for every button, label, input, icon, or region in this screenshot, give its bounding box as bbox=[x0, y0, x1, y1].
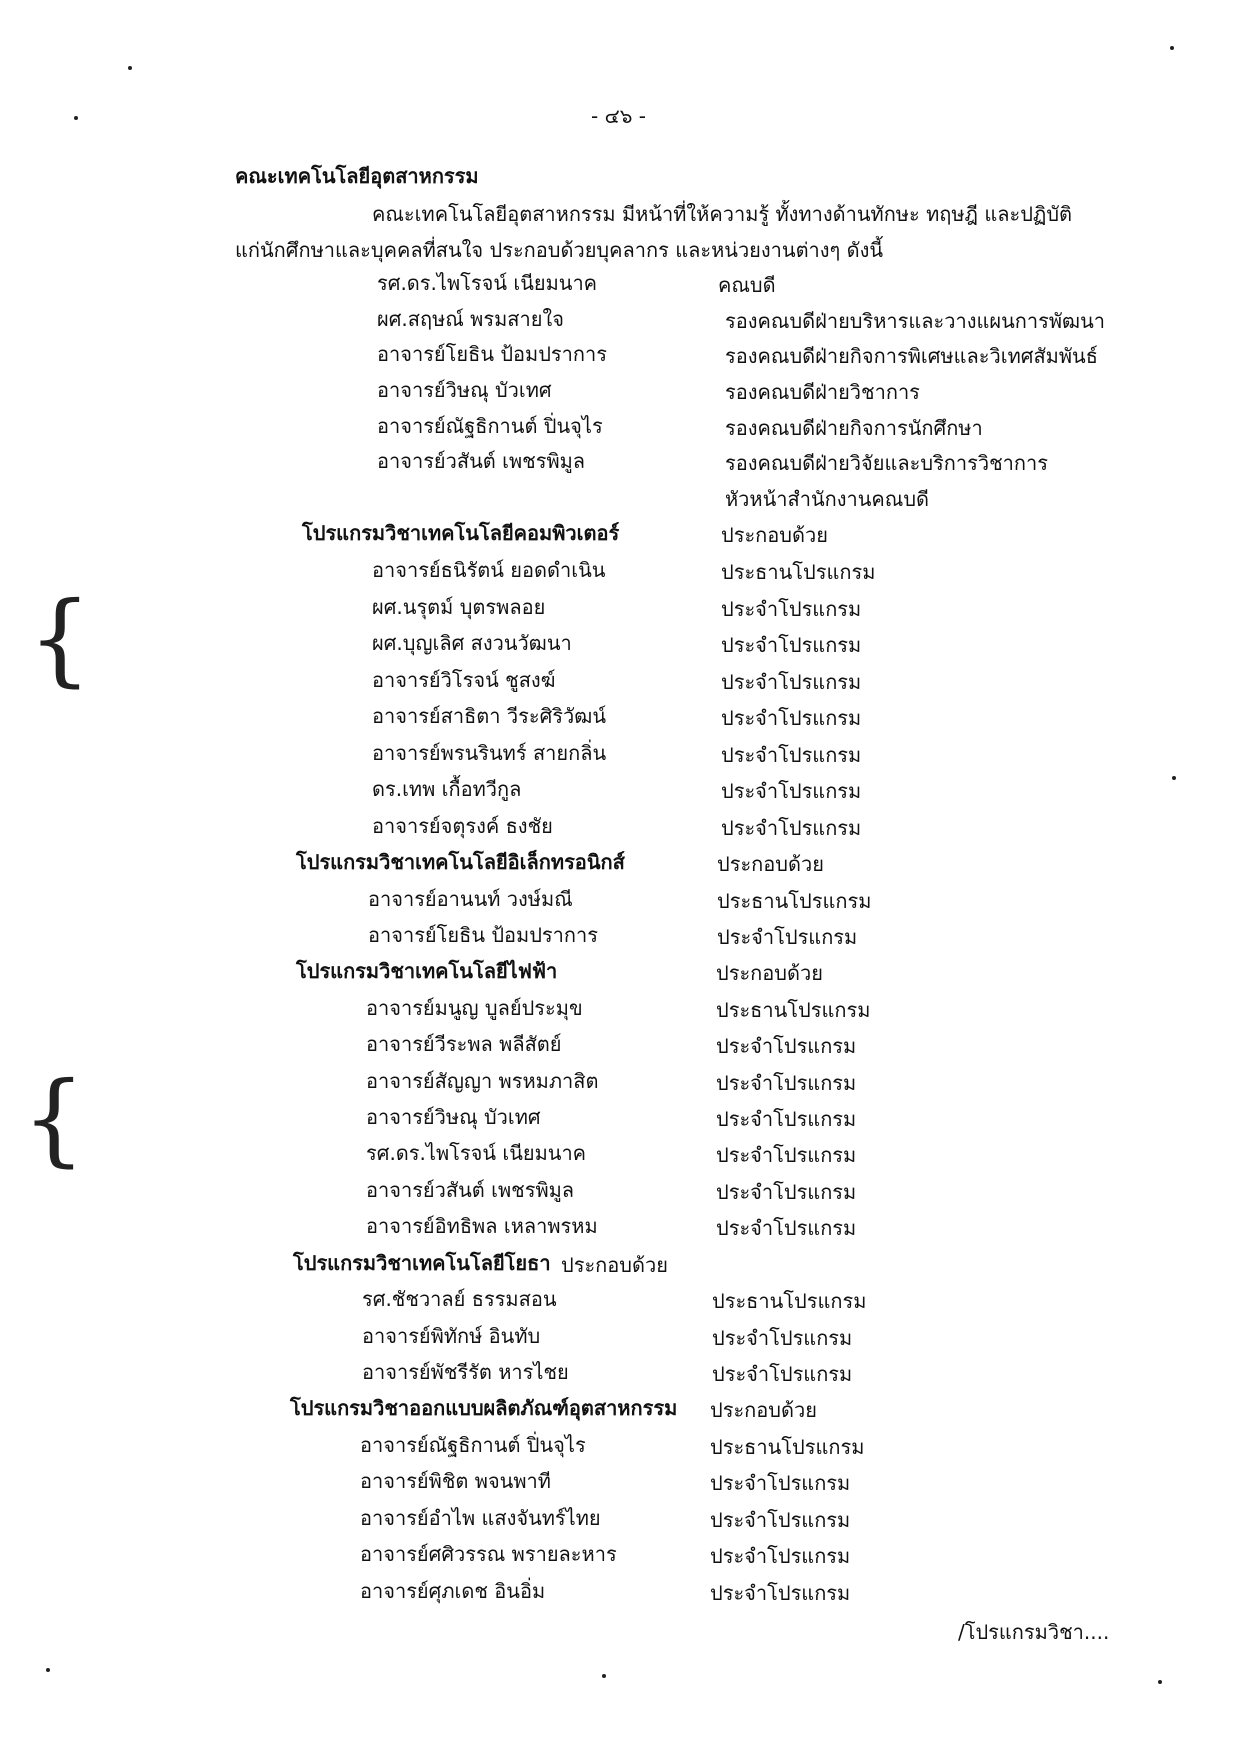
member-role: ประจำโปรแกรม bbox=[716, 1180, 857, 1204]
executive-name: ผศ.สฤษณ์ พรมสายใจ bbox=[377, 307, 564, 331]
member-name: อาจารย์สัญญา พรหมภาสิต bbox=[366, 1069, 599, 1093]
executive-name: อาจารย์โยธิน ป้อมปราการ bbox=[377, 342, 607, 366]
member-name: อาจารย์ธนิรัตน์ ยอดดำเนิน bbox=[372, 558, 606, 582]
scan-speck bbox=[602, 1674, 606, 1678]
member-role: ประจำโปรแกรม bbox=[716, 1107, 857, 1131]
member-role: ประจำโปรแกรม bbox=[721, 597, 862, 621]
member-name: อาจารย์มนูญ บูลย์ประมุข bbox=[366, 996, 583, 1020]
member-role: ประจำโปรแกรม bbox=[710, 1544, 851, 1568]
member-name: อาจารย์อานนท์ วงษ์มณี bbox=[368, 887, 573, 911]
member-role: ประจำโปรแกรม bbox=[712, 1362, 853, 1386]
scan-speck bbox=[1170, 46, 1174, 50]
program-suffix: ประกอบด้วย bbox=[717, 852, 824, 876]
member-role: ประจำโปรแกรม bbox=[721, 706, 862, 730]
executive-role: รองคณบดีฝ่ายบริหารและวางแผนการพัฒนา bbox=[725, 309, 1106, 333]
continuation-note: /โปรแกรมวิชา.... bbox=[958, 1620, 1110, 1644]
scan-speck bbox=[1172, 776, 1176, 780]
member-name: อาจารย์ณัฐธิกานต์ ปิ่นจุไร bbox=[360, 1433, 586, 1457]
member-name: อาจารย์พิทักษ์ อินทับ bbox=[362, 1324, 541, 1348]
program-title: โปรแกรมวิชาเทคโนโลยีอิเล็กทรอนิกส์ bbox=[296, 850, 625, 874]
executive-role: คณบดี bbox=[718, 273, 776, 297]
member-role: ประจำโปรแกรม bbox=[721, 816, 862, 840]
member-role: ประจำโปรแกรม bbox=[712, 1326, 853, 1350]
executive-role: รองคณบดีฝ่ายวิจัยและบริการวิชาการ bbox=[725, 451, 1048, 475]
program-suffix: ประกอบด้วย bbox=[710, 1398, 817, 1422]
member-role: ประธานโปรแกรม bbox=[717, 889, 872, 913]
program-title: โปรแกรมวิชาเทคโนโลยีโยธา bbox=[293, 1251, 551, 1275]
intro-line-1: คณะเทคโนโลยีอุตสาหกรรม มีหน้าที่ให้ความรู้ ทั้งทางด้านทักษะ ทฤษฎี และปฏิบัติ bbox=[372, 202, 1073, 226]
member-role: ประจำโปรแกรม bbox=[721, 743, 862, 767]
member-role: ประจำโปรแกรม bbox=[721, 633, 862, 657]
member-role: ประจำโปรแกรม bbox=[721, 779, 862, 803]
executive-role: รองคณบดีฝ่ายกิจการนักศึกษา bbox=[725, 416, 983, 440]
executive-name: อาจารย์วิษณุ บัวเทศ bbox=[377, 378, 552, 402]
member-role: ประจำโปรแกรม bbox=[716, 1216, 857, 1240]
scan-speck bbox=[74, 116, 78, 120]
program-title: โปรแกรมวิชาเทคโนโลยีคอมพิวเตอร์ bbox=[302, 521, 620, 545]
member-name: รศ.ชัชวาลย์ ธรรมสอน bbox=[362, 1287, 557, 1311]
binder-mark: { bbox=[22, 1060, 86, 1177]
member-role: ประธานโปรแกรม bbox=[712, 1289, 867, 1313]
program-suffix-inline: ประกอบด้วย bbox=[561, 1253, 668, 1277]
executive-role: รองคณบดีฝ่ายกิจการพิเศษและวิเทศสัมพันธ์ bbox=[725, 344, 1098, 368]
program-suffix: ประกอบด้วย bbox=[716, 961, 823, 985]
member-name: อาจารย์วสันต์ เพชรพิมูล bbox=[366, 1178, 575, 1202]
program-title: โปรแกรมวิชาออกแบบผลิตภัณฑ์อุตสาหกรรม bbox=[290, 1396, 678, 1420]
member-name: อาจารย์สาธิตา วีระศิริวัฒน์ bbox=[372, 704, 606, 728]
member-name: อาจารย์พิชิต พจนพาที bbox=[360, 1469, 551, 1493]
member-name: ผศ.นรุตม์ บุตรพลอย bbox=[372, 595, 546, 619]
member-name: อาจารย์ศศิวรรณ พรายละหาร bbox=[360, 1542, 617, 1566]
program-suffix: ประกอบด้วย bbox=[721, 523, 828, 547]
member-name: อาจารย์วิษณุ บัวเทศ bbox=[366, 1105, 541, 1129]
member-role: ประธานโปรแกรม bbox=[716, 998, 871, 1022]
member-role: ประจำโปรแกรม bbox=[710, 1508, 851, 1532]
member-role: ประธานโปรแกรม bbox=[710, 1435, 865, 1459]
member-role: ประจำโปรแกรม bbox=[721, 670, 862, 694]
member-name: รศ.ดร.ไพโรจน์ เนียมนาค bbox=[366, 1141, 587, 1165]
page-number: - ๔๖ - bbox=[591, 104, 646, 128]
member-name: อาจารย์อิทธิพล เหลาพรหม bbox=[366, 1214, 598, 1238]
member-name: อาจารย์ศุภเดช อินอิ่ม bbox=[360, 1579, 546, 1603]
member-role: ประจำโปรแกรม bbox=[710, 1581, 851, 1605]
executive-name: อาจารย์วสันต์ เพชรพิมูล bbox=[377, 449, 586, 473]
member-role: ประจำโปรแกรม bbox=[716, 1071, 857, 1095]
member-name: อาจารย์วิโรจน์ ชูสงฆ์ bbox=[372, 668, 556, 692]
executive-role: รองคณบดีฝ่ายวิชาการ bbox=[725, 380, 920, 404]
member-role: ประจำโปรแกรม bbox=[717, 925, 858, 949]
faculty-heading: คณะเทคโนโลยีอุตสาหกรรม bbox=[235, 164, 479, 188]
member-role: ประจำโปรแกรม bbox=[710, 1471, 851, 1495]
member-name: อาจารย์จตุรงค์ ธงชัย bbox=[372, 814, 553, 838]
member-role: ประจำโปรแกรม bbox=[716, 1143, 857, 1167]
binder-mark: { bbox=[28, 580, 92, 697]
scan-speck bbox=[46, 1668, 50, 1672]
member-name: อาจารย์พัชรีรัต หารไชย bbox=[362, 1360, 569, 1384]
member-name: อาจารย์วีระพล พลีสัตย์ bbox=[366, 1032, 562, 1056]
member-name: อาจารย์อำไพ แสงจันทร์ไทย bbox=[360, 1506, 601, 1530]
member-name: อาจารย์พรนรินทร์ สายกลิ่น bbox=[372, 741, 607, 765]
executive-name: อาจารย์ณัฐธิกานต์ ปิ่นจุไร bbox=[377, 414, 603, 438]
intro-line-2: แก่นักศึกษาและบุคคลที่สนใจ ประกอบด้วยบุคลากร และหน่วยงานต่างๆ ดังนี้ bbox=[235, 238, 884, 262]
executive-name: รศ.ดร.ไพโรจน์ เนียมนาค bbox=[377, 271, 598, 295]
member-name: ดร.เทพ เกื้อทวีกูล bbox=[372, 777, 522, 801]
executive-role: หัวหน้าสำนักงานคณบดี bbox=[725, 487, 930, 511]
member-name: อาจารย์โยธิน ป้อมปราการ bbox=[368, 923, 598, 947]
member-name: ผศ.บุญเลิศ สงวนวัฒนา bbox=[372, 631, 572, 655]
member-role: ประธานโปรแกรม bbox=[721, 560, 876, 584]
program-title: โปรแกรมวิชาเทคโนโลยีไฟฟ้า bbox=[296, 959, 558, 983]
member-role: ประจำโปรแกรม bbox=[716, 1034, 857, 1058]
scan-speck bbox=[1158, 1680, 1162, 1684]
scan-speck bbox=[128, 66, 132, 70]
